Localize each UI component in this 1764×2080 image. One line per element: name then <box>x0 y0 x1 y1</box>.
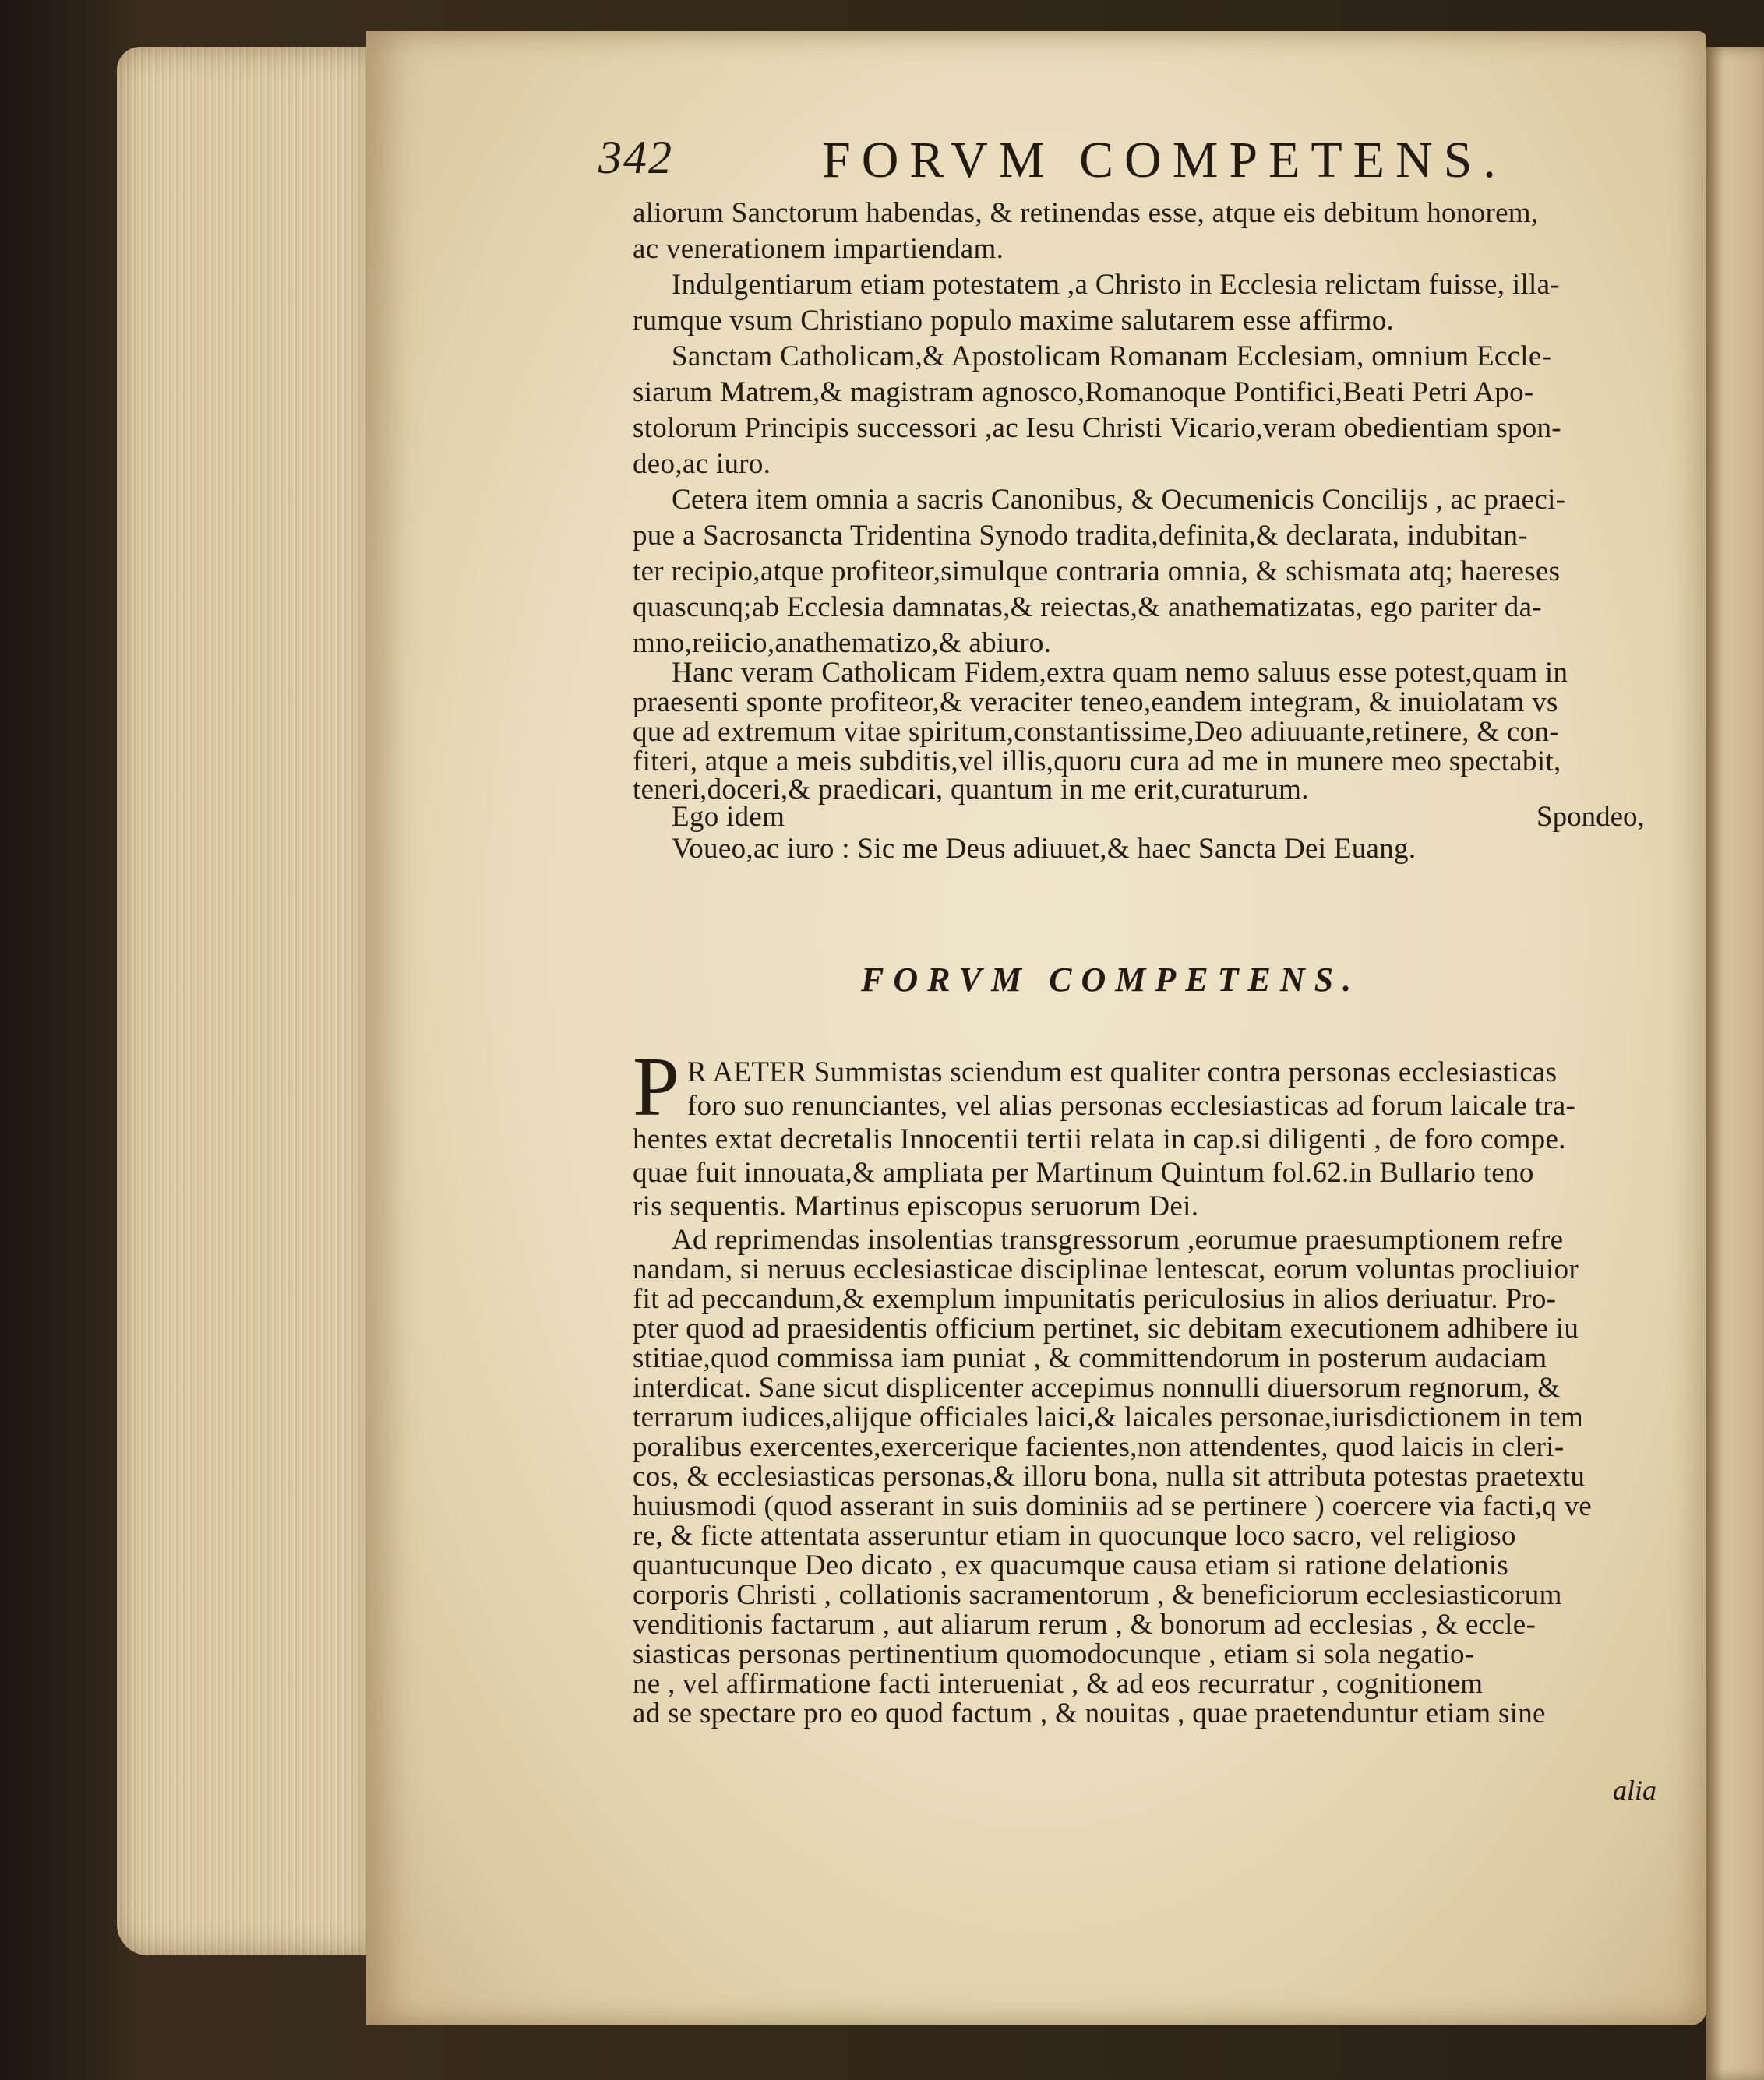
text-line: teneri,doceri,& praedicari, quantum in me erit,curaturum. <box>633 774 1309 806</box>
catchword: alia <box>1613 1775 1657 1806</box>
text-line: ter recipio,atque profiteor,simulque contraria omnia, & schismata atq; haereses <box>633 555 1561 587</box>
text-line: pue a Sacrosancta Tridentina Synodo tradita,definita,& declarata, indubitan- <box>633 520 1528 552</box>
text-line: ne , vel affirmatione facti interueniat , & ad eos recurratur , cognitionem <box>633 1668 1484 1700</box>
text-line: fiteri, atque a meis subditis,vel illis,quoru cura ad me in munere meo spectabit, <box>633 746 1561 777</box>
text-line: que ad extremum vitae spiritum,constantissime,Deo adiuuante,retinere, & con- <box>633 716 1559 748</box>
text-line: praesenti sponte profiteor,& veraciter teneo,eandem integram, & inuiolatam vs <box>633 686 1558 718</box>
text-line: fit ad peccandum,& exemplum impunitatis periculosius in alios deriuatur. Pro- <box>633 1283 1557 1315</box>
oath-line-right: Spondeo, <box>1536 801 1645 833</box>
text-line: ad se spectare pro eo quod factum , & nouitas , quae praetenduntur etiam sine <box>633 1697 1546 1729</box>
text-line: Indulgentiarum etiam potestatem ,a Christo in Ecclesia relictam fuisse, illa- <box>672 269 1560 301</box>
text-line: deo,ac iuro. <box>633 448 771 480</box>
text-line: ac venerationem impartiendam. <box>633 233 1004 265</box>
text-line: mno,reiicio,anathematizo,& abiuro. <box>633 627 1052 659</box>
text-line: rumque vsum Christiano populo maxime salutarem esse affirmo. <box>633 305 1395 337</box>
text-line: Ad reprimendas insolentias transgressorum ,eorumue praesumptionem refre <box>672 1224 1564 1256</box>
text-line: huiusmodi (quod asserant in suis dominiis ad se pertinere ) coercere via facti,q ve <box>633 1490 1593 1522</box>
oath-line: Ego idem <box>672 801 785 833</box>
oath-line: Voueo,ac iuro : Sic me Deus adiuuet,& haec Sancta Dei Euang. <box>672 833 1416 865</box>
text-line: quascunq;ab Ecclesia damnatas,& reiectas,& anathematizatas, ego pariter da- <box>633 591 1542 623</box>
text-line: R AETER Summistas sciendum est qualiter contra personas ecclesiasticas <box>687 1056 1558 1088</box>
text-line: quantucunque Deo dicato , ex quacumque causa etiam si ratione delationis <box>633 1549 1509 1581</box>
text-line: interdicat. Sane sicut displicenter accepimus nonnulli diuersorum regnorum, & <box>633 1372 1561 1404</box>
text-line: ris sequentis. Martinus episcopus seruorum Dei. <box>633 1190 1199 1222</box>
text-line: nandam, si neruus ecclesiasticae disciplinae lentescat, eorum voluntas procliuior <box>633 1253 1579 1285</box>
page-edges-stack <box>117 47 374 1955</box>
text-line: Hanc veram Catholicam Fidem,extra quam nemo saluus esse potest,quam in <box>672 657 1568 689</box>
page-number: 342 <box>598 132 673 183</box>
text-line: quae fuit innouata,& ampliata per Martinum Quintum fol.62.in Bullario teno <box>633 1157 1534 1189</box>
text-line: Cetera item omnia a sacris Canonibus, & Oecumenicis Concilijs , ac praeci- <box>672 484 1566 516</box>
text-line: stolorum Principis successori ,ac Iesu Christi Vicario,veram obedientiam spon- <box>633 412 1561 444</box>
text-line: poralibus exercentes,exercerique facientes,non attendentes, quod laicis in cleri- <box>633 1431 1565 1463</box>
text-line: siasticas personas pertinentium quomodocunque , etiam si sola negatio- <box>633 1638 1475 1670</box>
text-line: re, & ficte attentata asseruntur etiam in quocunque loco sacro, vel religioso <box>633 1520 1516 1552</box>
text-line: Sanctam Catholicam,& Apostolicam Romanam Ecclesiam, omnium Eccle- <box>672 340 1552 372</box>
section-heading: FORVM COMPETENS. <box>861 961 1361 999</box>
text-line: corporis Christi , collationis sacramentorum , & beneficiorum ecclesiasticorum <box>633 1579 1562 1611</box>
text-line: cos, & ecclesiasticas personas,& illoru bona, nulla sit attributa potestas praetextu <box>633 1461 1586 1493</box>
drop-cap: P <box>633 1041 680 1133</box>
running-title: FORVM COMPETENS. <box>822 132 1507 189</box>
text-line: stitiae,quod commissa iam puniat , & committendorum in posterum audaciam <box>633 1342 1547 1374</box>
facing-page-edge <box>1706 47 1764 2080</box>
text-line: aliorum Sanctorum habendas, & retinendas esse, atque eis debitum honorem, <box>633 197 1539 229</box>
text-line: terrarum iudices,alijque officiales laici,& laicales personae,iurisdictionem in tem <box>633 1401 1584 1433</box>
text-line: hentes extat decretalis Innocentii tertii relata in cap.si diligenti , de foro compe. <box>633 1123 1566 1155</box>
text-line: foro suo renunciantes, vel alias personas ecclesiasticas ad forum laicale tra- <box>687 1090 1576 1122</box>
text-line: pter quod ad praesidentis officium pertinet, sic debitam executionem adhibere iu <box>633 1313 1579 1345</box>
text-line: siarum Matrem,& magistram agnosco,Romanoque Pontifici,Beati Petri Apo- <box>633 376 1534 408</box>
text-line: venditionis factarum , aut aliarum rerum , & bonorum ad ecclesias , & eccle- <box>633 1609 1536 1641</box>
